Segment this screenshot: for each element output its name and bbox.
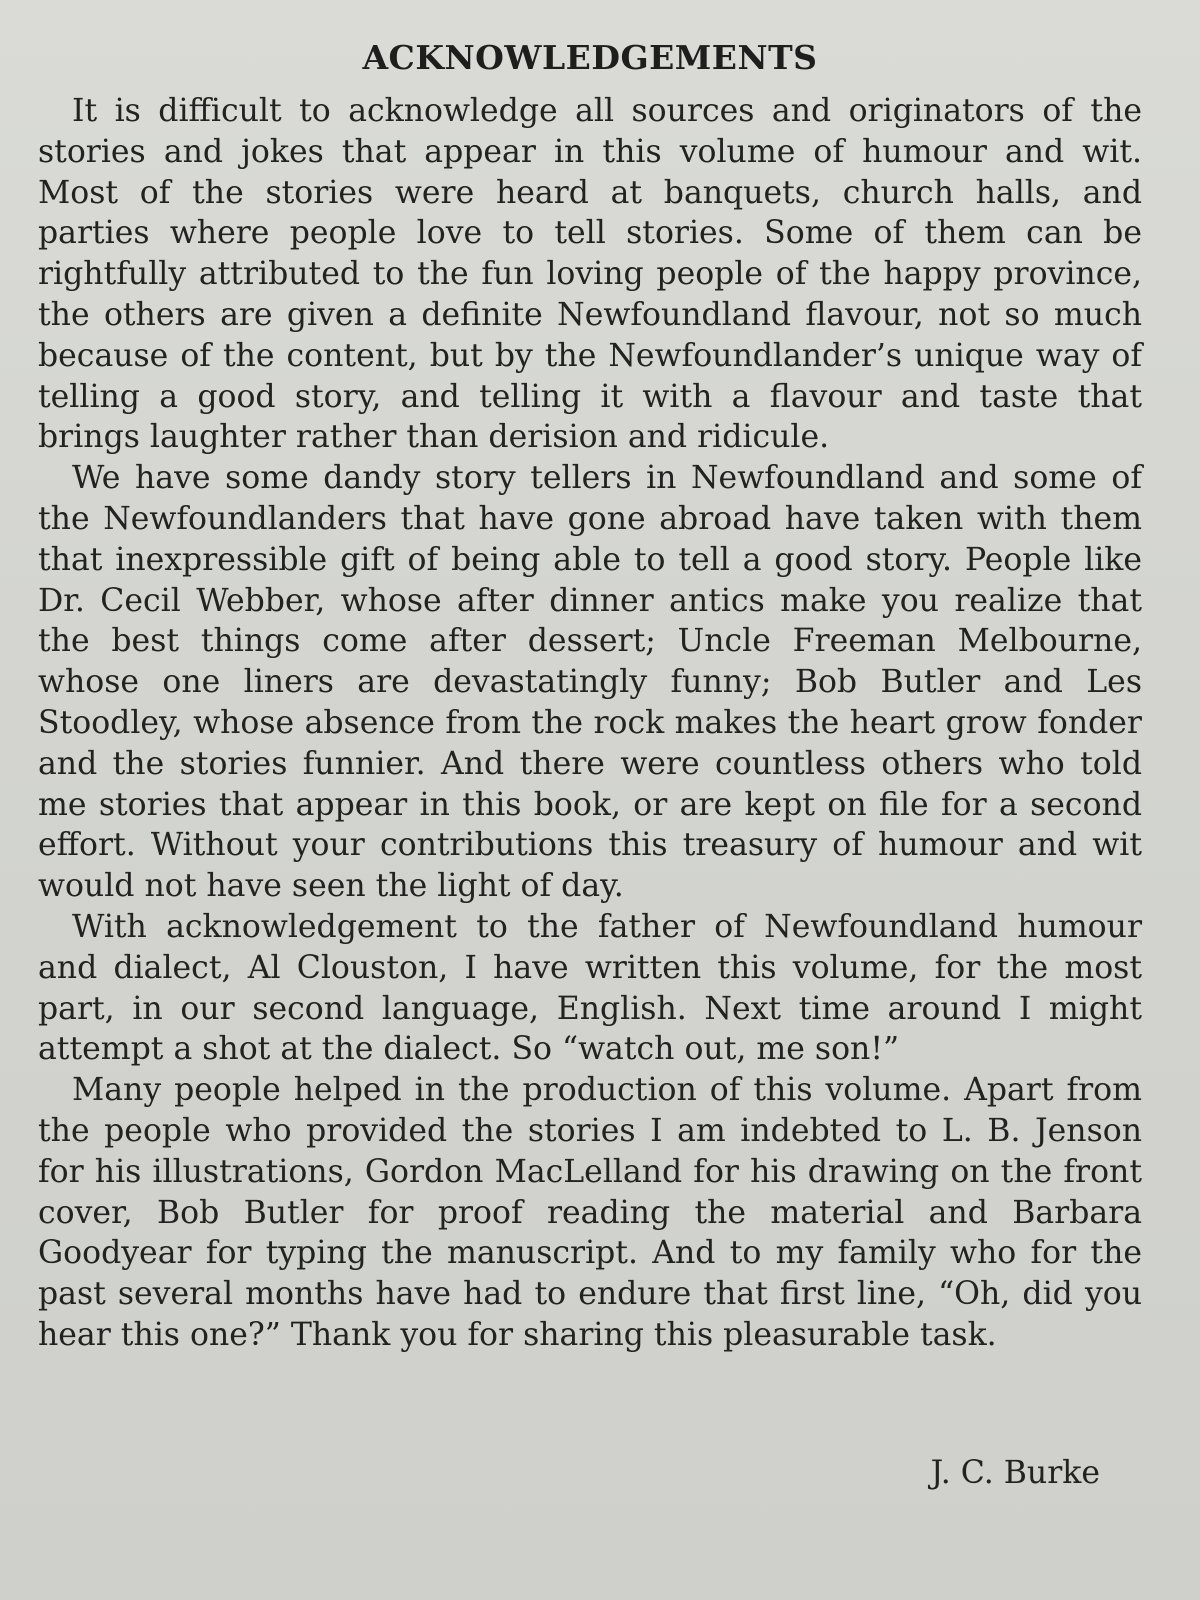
acknowledgements-body xyxy=(38,91,1142,1356)
page-title: ACKNOWLEDGEMENTS xyxy=(362,38,818,77)
paragraph-1: It is difficult to acknowledge all sources and originators of the stories and jokes that appear in this volume of humour and wit. Most of the stories were heard at banquets, church halls, and parties where people love to tell stories. Some of them can be rightfully attributed to the fun loving people of the happy province, the others are given a definite Newfoundland flavour, not so much because of the content, but by the Newfoundlander’s unique way of telling a good story, and telling it with a flavour and taste that brings laughter rather than derision and ridicule. xyxy=(38,93,1142,456)
author-signature: J. C. Burke xyxy=(930,1455,1100,1491)
paragraph-3: With acknowledgement to the father of Newfoundland humour and dialect, Al Clouston, I have written this volume, for the most part, in our second language, English. Next time around I might attempt a shot at the dialect. So “watch out, me son!” xyxy=(38,908,1142,1068)
paragraph-4: Many people helped in the production of this volume. Apart from the people who provided the stories I am indebted to L. B. Jenson for his illustrations, Gordon MacLelland for his drawing on the front cover, Bob Butler for proof reading the material and Barbara Goodyear for typing the manuscript. And to my family who for the past several months have had to endure that first line, “Oh, did you hear this one?” Thank you for sharing this pleasurable task. xyxy=(38,1072,1142,1353)
paragraph-2: We have some dandy story tellers in Newfoundland and some of the Newfoundlanders that have gone abroad have taken with them that inexpressible gift of being able to tell a good story. People like Dr. Cecil Webber, whose after dinner antics make you realize that the best things come after dessert; Uncle Freeman Melbourne, whose one liners are devastatingly funny; Bob Butler and Les Stoodley, whose absence from the rock makes the heart grow fonder and the stories funnier. And there were countless others who told me stories that appear in this book, or are kept on file for a second effort. Without your contributions this treasury of humour and wit would not have seen the light of day. xyxy=(38,460,1142,905)
